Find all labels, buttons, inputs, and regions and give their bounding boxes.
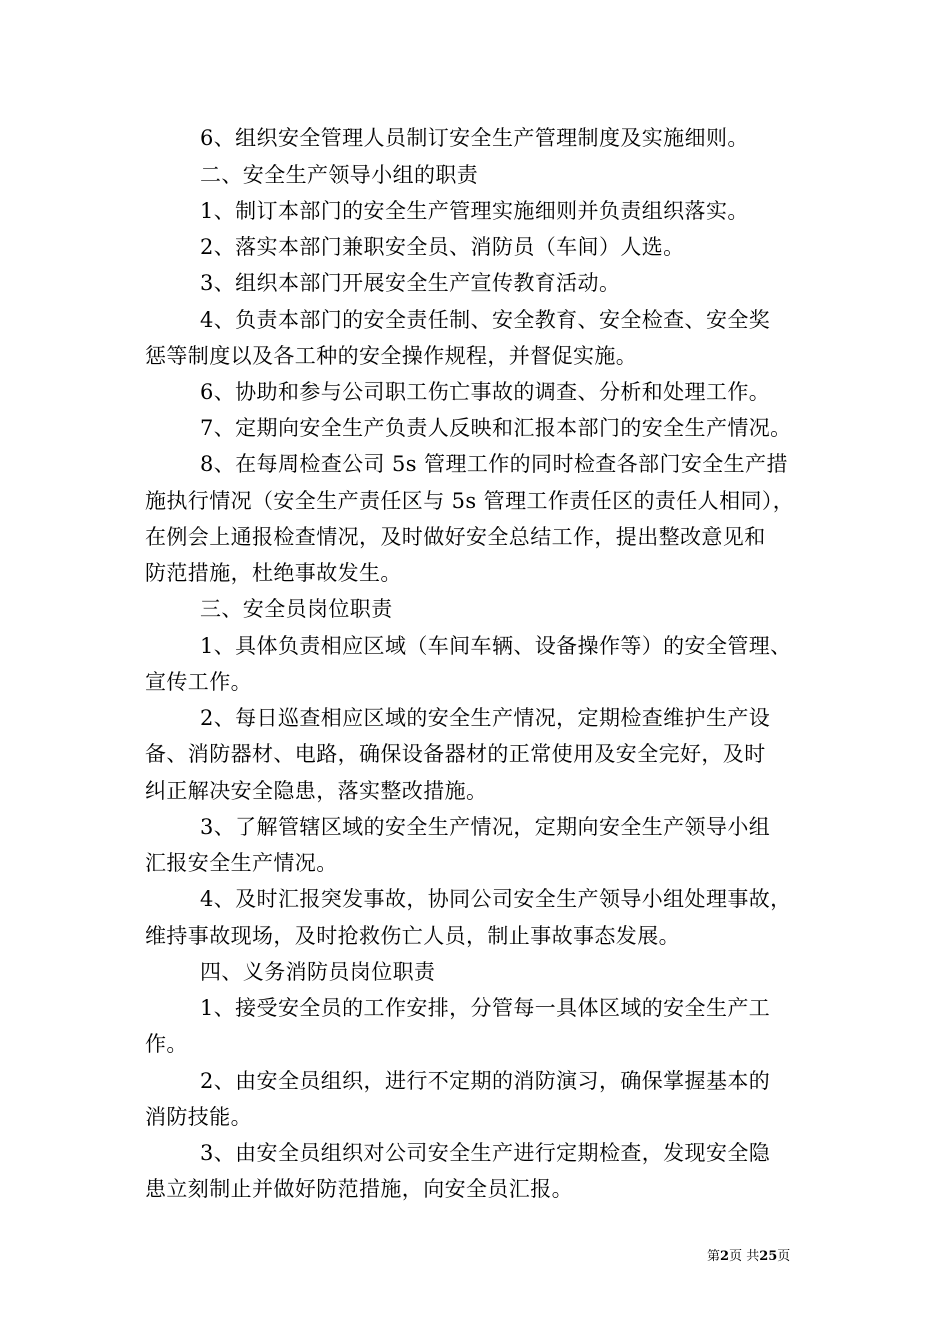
text-line: 3、由安全员组织对公司安全生产进行定期检查，发现安全隐 xyxy=(200,1141,771,1165)
text-line: 6、协助和参与公司职工伤亡事故的调查、分析和处理工作。 xyxy=(200,380,771,404)
text-line: 宣传工作。 xyxy=(145,670,252,694)
text-line: 维持事故现场，及时抢救伤亡人员，制止事故事态发展。 xyxy=(145,924,680,948)
text-line: 备、消防器材、电路，确保设备器材的正常使用及安全完好，及时 xyxy=(145,742,766,766)
footer-prefix: 第 xyxy=(707,1249,721,1264)
section-heading: 四、义务消防员岗位职责 xyxy=(200,960,436,984)
text-line: 1、具体负责相应区域（车间车辆、设备操作等）的安全管理、 xyxy=(200,634,792,658)
text-line: 3、组织本部门开展安全生产宣传教育活动。 xyxy=(200,271,621,295)
total-pages-number: 25 xyxy=(759,1249,778,1264)
text-line: 7、定期向安全生产负责人反映和汇报本部门的安全生产情况。 xyxy=(200,416,792,440)
text-line: 防范措施，杜绝事故发生。 xyxy=(145,561,402,585)
text-line: 2、由安全员组织，进行不定期的消防演习，确保掌握基本的 xyxy=(200,1069,771,1093)
text-line: 1、制订本部门的安全生产管理实施细则并负责组织落实。 xyxy=(200,199,749,223)
text-line: 1、接受安全员的工作安排，分管每一具体区域的安全生产工 xyxy=(200,996,771,1020)
section-heading: 二、安全生产领导小组的职责 xyxy=(200,163,479,187)
text-line: 消防技能。 xyxy=(145,1105,252,1129)
text-line: 3、了解管辖区域的安全生产情况，定期向安全生产领导小组 xyxy=(200,815,771,839)
text-line: 患立刻制止并做好防范措施，向安全员汇报。 xyxy=(145,1177,573,1201)
text-line: 8、在每周检查公司 5s 管理工作的同时检查各部门安全生产措 xyxy=(200,452,788,476)
text-line: 惩等制度以及各工种的安全操作规程，并督促实施。 xyxy=(145,344,638,368)
footer-middle: 页 共 xyxy=(729,1249,760,1264)
text-line: 2、每日巡查相应区域的安全生产情况，定期检查维护生产设 xyxy=(200,706,771,730)
text-line: 4、及时汇报突发事故，协同公司安全生产领导小组处理事故， xyxy=(200,887,792,911)
text-line: 在例会上通报检查情况，及时做好安全总结工作，提出整改意见和 xyxy=(145,525,766,549)
current-page-number: 2 xyxy=(720,1249,730,1264)
text-line: 2、落实本部门兼职安全员、消防员（车间）人选。 xyxy=(200,235,685,259)
text-line: 4、负责本部门的安全责任制、安全教育、安全检查、安全奖 xyxy=(200,308,771,332)
text-line: 纠正解决安全隐患，落实整改措施。 xyxy=(145,779,488,803)
text-line: 6、组织安全管理人员制订安全生产管理制度及实施细则。 xyxy=(200,126,749,150)
section-heading: 三、安全员岗位职责 xyxy=(200,597,393,621)
text-line: 作。 xyxy=(145,1032,188,1056)
text-line: 汇报安全生产情况。 xyxy=(145,851,338,875)
page-footer xyxy=(707,1248,817,1266)
footer-suffix: 页 xyxy=(777,1249,791,1264)
text-line: 施执行情况（安全生产责任区与 5s 管理工作责任区的责任人相同）， xyxy=(145,489,795,513)
